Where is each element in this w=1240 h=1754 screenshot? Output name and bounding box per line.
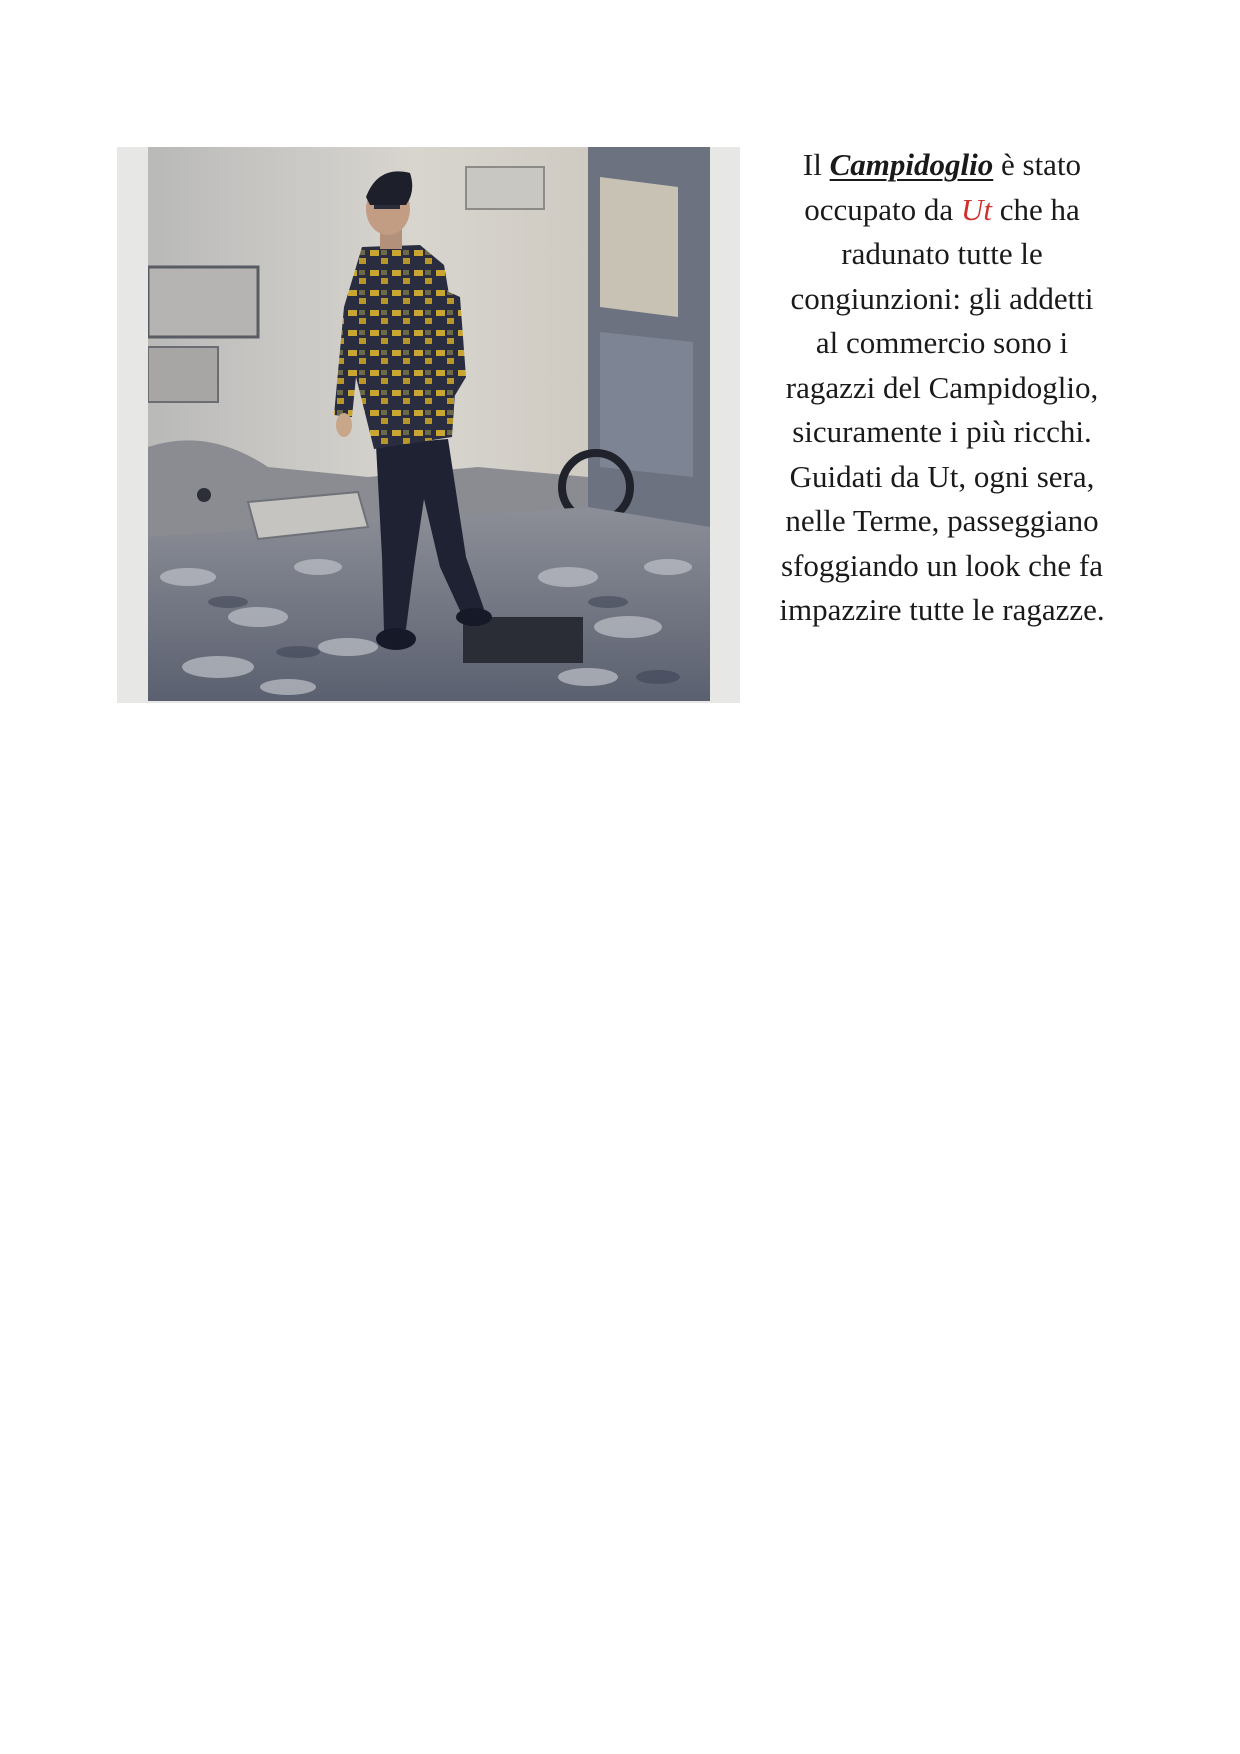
text-line-7: sicuramente i più ricchi. (792, 414, 1092, 449)
text-line-5: al commercio sono i (815, 325, 1069, 360)
text-line-10: sfoggiando un look che fa (781, 547, 1103, 583)
text-line-9: nelle Terme, passeggiano (785, 503, 1099, 538)
text-fragment: che ha (991, 191, 1080, 227)
text-fragment: Il (802, 147, 830, 182)
text-line-3: radunato tutte le (841, 236, 1043, 271)
place-name-campidoglio: Campidoglio (829, 147, 994, 182)
text-line-8: Guidati da Ut, ogni sera, (789, 458, 1095, 494)
article-text (742, 143, 1142, 633)
text-fragment: è stato (993, 147, 1082, 182)
text-line-4: congiunzioni: gli addetti (790, 280, 1094, 316)
text-line-2 (742, 188, 1142, 233)
leader-name-ut: Ut (960, 191, 992, 227)
text-line-6: ragazzi del Campidoglio, (785, 369, 1099, 405)
article-photo (117, 147, 740, 703)
text-line-1 (742, 143, 1142, 188)
text-fragment: occupato da (804, 191, 961, 227)
text-line-11: impazzire tutte le ragazze. (779, 592, 1105, 627)
photo-illustration (148, 147, 710, 701)
